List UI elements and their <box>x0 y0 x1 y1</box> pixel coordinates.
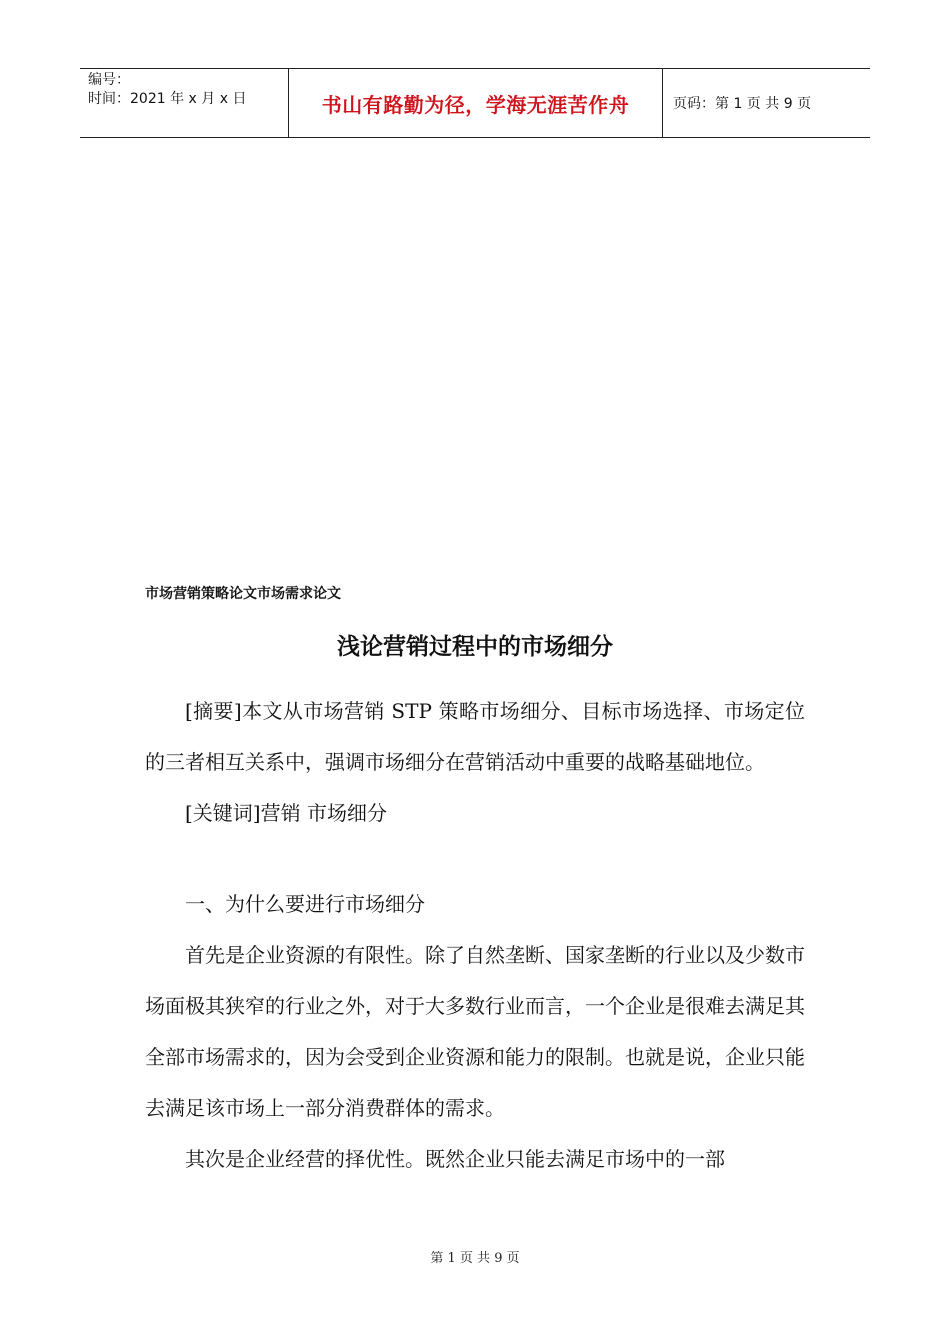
spacer <box>145 839 805 879</box>
body-paragraph: 首先是企业资源的有限性。除了自然垄断、国家垄断的行业以及少数市场面极其狭窄的行业之外，对于大多数行业而言，一个企业是很难去满足其全部市场需求的，因为会受到企业资源和能力的限制。也就是说，企业只能去满足该市场上一部分消费群体的需求。 <box>145 943 805 1120</box>
time-label: 时间：2021 年 x 月 x 日 <box>88 91 247 107</box>
header-motto-cell <box>288 69 663 137</box>
body-paragraph: 其次是企业经营的择优性。既然企业只能去满足市场中的一部 <box>185 1147 725 1171</box>
page-footer: 第 1 页 共 9 页 <box>430 1251 520 1266</box>
section-heading: 一、为什么要进行市场细分 <box>185 892 425 916</box>
page-code: 页码：第 1 页 共 9 页 <box>673 96 812 112</box>
document-body <box>145 686 805 1185</box>
abstract-paragraph: [摘要]本文从市场营销 STP 策略市场细分、目标市场选择、市场定位的三者相互关系中，强调市场细分在营销活动中重要的战略基础地位。 <box>145 699 805 774</box>
keywords-paragraph: [关键词]营销 市场细分 <box>185 801 387 825</box>
page-title: 浅论营销过程中的市场细分 <box>337 634 613 660</box>
header-meta <box>80 69 288 137</box>
category-label: 市场营销策略论文市场需求论文 <box>145 586 341 602</box>
header-table <box>80 68 870 138</box>
number-label: 编号： <box>88 72 130 88</box>
header-page-cell <box>663 69 870 137</box>
motto: 书山有路勤为径，学海无涯苦作舟 <box>321 92 630 117</box>
